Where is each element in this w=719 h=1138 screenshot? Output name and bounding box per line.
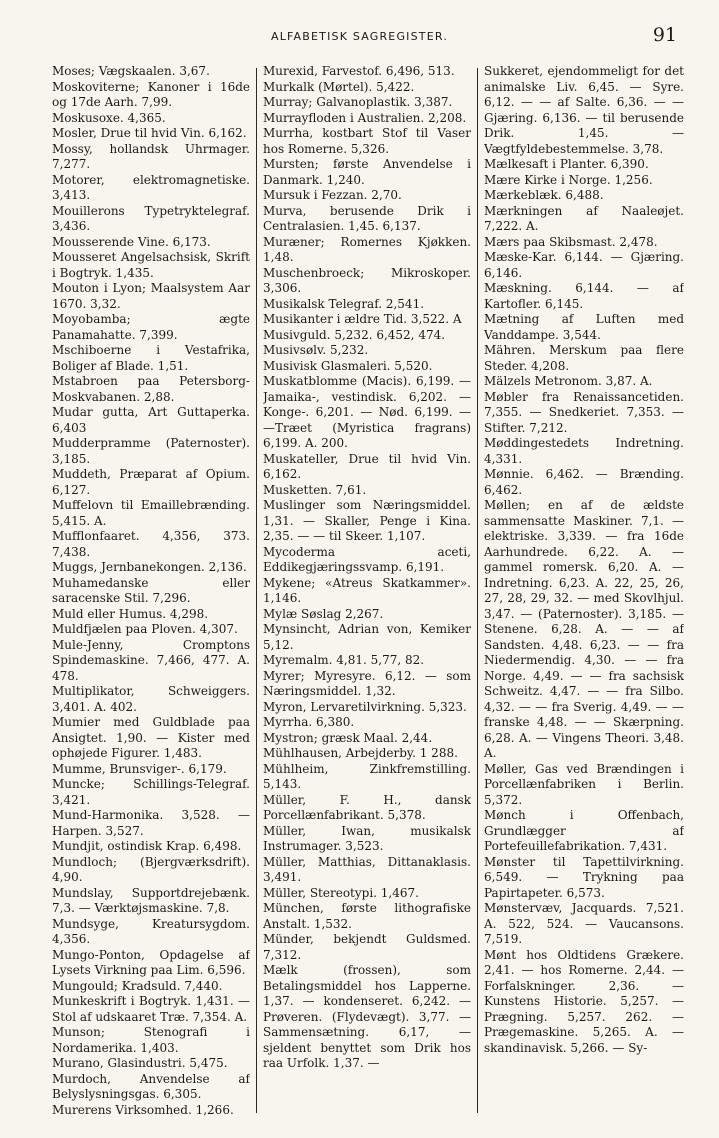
index-entry: Mälzels Metronom. 3,87. A. [484,374,653,388]
index-entry: Møller, Gas ved Brændingen i Porcellænfabriken i Berlin. 5,372. [484,761,684,807]
page-number: 91 [652,24,677,46]
index-entry: Mumme, Brunsviger-. 6,179. [52,761,227,776]
index-column-3 [484,64,684,1124]
index-entry: Muddeth, Præparat af Opium. 6,127. [52,467,250,497]
index-entry: Moskusoxe. 4,365. [52,110,166,125]
column-rule [256,68,257,1113]
index-entry: Mønt hos Oldtidens Grækere. 2,41. — hos Romerne. 2,44. — Forfalskninger. 2,36. — Kunstens Historie. 5,257. — Prægning. 5,257. 262. — Prægemaskine. 5,265. A. — skandinavisk. 5,266. — Sy- [484,947,684,1055]
index-entry: Murray; Galvanoplastik. 3,387. [263,95,453,109]
index-entry: Mystron; græsk Maal. 2,44. [263,730,433,745]
index-entry: Murva, berusende Drik i Centralasien. 1,45. 6,137. [263,203,471,233]
index-entry: Musketten. 7,61. [263,482,367,497]
index-entry: Mousserende Vine. 6,173. [52,234,211,249]
index-entry: Mstabroen paa Petersborg-Moskvabanen. 2,88. [52,374,250,404]
index-entry: Muslinger som Næringsmiddel. 1,31. — Skaller, Penge i Kina. 2,35. — — til Skeer. 1,107. [263,498,471,543]
index-entry: Mykene; «Atreus Skatkammer». 1,146. [263,575,471,605]
index-entry: Moses; Vægskaalen. 3,67. [52,64,210,78]
index-entry: Musivisk Glasmaleri. 5,520. [263,358,433,373]
index-column-2 [263,64,471,1124]
index-entry: Moyobamba; ægte Panamahatte. 7,399. [52,312,250,342]
index-entry: Muhamedanske eller saracenske Stil. 7,296. [52,575,250,605]
index-entry: Mosler, Drue til hvid Vin. 6,162. [52,126,247,140]
index-entry: Møbler fra Renaissancetiden. 7,355. — Snedkeriet. 7,353. — Stifter. 7,212. [484,389,684,435]
index-entry: Muskatblomme (Macis). 6,199. — Jamaika-, vestindisk. 6,202. — Konge-. 6,201. — Nød. 6,199. — —Træet (Myristica fragrans) 6,199. A. 200. [263,374,471,450]
index-entry: Mylæ Søslag 2,267. [263,606,384,621]
index-entry: Murano, Glasindustri. 5,475. [52,1056,228,1070]
index-entry: Musivsølv. 5,232. [263,343,369,357]
index-entry: Mønster til Tapettilvirkning. 6,549. — Trykning paa Papirtapeter. 6,573. [484,854,684,900]
index-entry: Mouillerons Typetryktelegraf. 3,436. [52,203,250,233]
index-entry: Sukkeret, ejendommeligt for det animalske Liv. 6,45. — Syre. 6,12. — — af Salte. 6,36. — — Gjæring. 6,136. — til berusende Drik. 1,45. — Vægtfyldebestemmelse. 3,78. [484,64,684,156]
index-entry: Murdoch, Anvendelse af Belyslysningsgas. 6,305. [52,1071,250,1101]
index-columns [52,64,684,1124]
index-entry: Mühlheim, Zinkfremstilling. 5,143. [263,761,471,791]
index-entry: Mursten; første Anvendelse i Danmark. 1,240. [263,157,471,187]
index-entry: Mule-Jenny, Cromptons Spindemaskine. 7,466, 477. A. 478. [52,637,250,683]
index-entry: Myron, Lervaretilvirkning. 5,323. [263,699,467,714]
index-entry: Muræner; Romernes Kjøkken. 1,48. [263,234,471,264]
index-entry: Myrer; Myresyre. 6,12. — som Næringsmiddel. 1,32. [263,668,471,698]
index-entry: Mossy, hollandsk Uhrmager. 7,277. [52,141,250,171]
index-entry: Mufflonfaaret. 4,356, 373. 7,438. [52,529,250,559]
index-entry: Murkalk (Mørtel). 5,422. [263,79,415,94]
index-entry: Møllen; en af de ældste sammensatte Maskiner. 7,1. — elektriske. 3,339. — fra 16de Aarhundrede. 6,22. A. — gammel romersk. 6,20. A. — Indretning. 6,23. A. 22, 25, 26, 27, 28, 29, 32. — med Skovlhjul. 3,47. — (Paternoster). 3,185. — Stenene. 6,28. A. — — af Sandsten. 4,48. 6,23. — — fra Niedermendig. 4,30. — — fra Norge. 4,49. — — fra sachsisk Schweitz. 4,47. — — fra Silbo. 4,32. — — fra Sverig. 4,49. — — franske 4,48. — — Skærpning. 6,28. A. — Vingens Theori. 3,48. A. [484,498,684,760]
index-entry: Mähren. Merskum paa flere Steder. 4,208. [484,343,684,373]
index-entry: Mærkeblæk. 6,488. [484,188,604,202]
index-entry: Musikanter i ældre Tid. 3,522. A [263,312,462,326]
index-entry: Mundslay, Supportdrejebænk. 7,3. — Værktøjsmaskine. 7,8. [52,885,250,915]
index-entry: Muldfjælen paa Ploven. 4,307. [52,622,238,636]
index-entry: Mudar gutta, Art Guttaperka. 6,403 [52,405,250,435]
page-header [0,22,719,52]
index-entry: Mundloch; (Bjergværksdrift). 4,90. [52,854,250,884]
index-entry: Mungould; Kradsuld. 7,440. [52,978,223,993]
index-column-1 [52,64,250,1124]
index-entry: Mursuk i Fezzan. 2,70. [263,188,402,202]
index-entry: Multiplikator, Schweiggers. 3,401. A. 402. [52,684,250,714]
index-entry: Murexid, Farvestof. 6,496, 513. [263,64,455,78]
index-entry: Mælkesaft i Planter. 6,390. [484,157,649,171]
column-rule [477,68,478,1113]
index-entry: Muggs, Jernbanekongen. 2,136. [52,560,247,574]
index-entry: Mousseret Angelsachsisk, Skrift i Bogtryk. 1,435. [52,250,250,280]
index-entry: Mouton i Lyon; Maalsystem Aar 1670. 3,32. [52,281,250,311]
index-entry: Mungo-Ponton, Opdagelse af Lysets Virkning paa Lim. 6,596. [52,947,250,977]
index-entry: Muncke; Schillings-Telegraf. 3,421. [52,777,250,807]
index-entry: Mschiboerne i Vestafrika, Boliger af Blade. 1,51. [52,343,250,373]
index-entry: Møddingestedets Indretning. 4,331. [484,436,684,466]
index-entry: Müller, Stereotypi. 1,467. [263,885,419,900]
index-entry: Mudderpramme (Paternoster). 3,185. [52,436,250,466]
index-entry: Mæske-Kar. 6,144. — Gjæring. 6,146. [484,250,684,280]
index-entry: Mønnie. 6,462. — Brænding. 6,462. [484,467,684,497]
index-entry: Muschenbroeck; Mikroskoper. 3,306. [263,265,471,295]
index-entry: Murrha, kostbart Stof til Vaser hos Romerne. 5,326. [263,126,471,156]
index-entry: Mundjit, ostindisk Krap. 6,498. [52,839,242,853]
running-title: ALFABETISK SAGREGISTER. [270,30,449,43]
index-entry: Munkeskrift i Bogtryk. 1,431. — Stol af udskaaret Træ. 7,354. A. [52,994,250,1024]
index-entry: Musikalsk Telegraf. 2,541. [263,296,425,311]
index-entry: Muld eller Humus. 4,298. [52,606,209,621]
index-entry: Müller, Iwan, musikalsk Instrumager. 3,523. [263,823,471,853]
index-entry: Mære Kirke i Norge. 1,256. [484,172,653,187]
index-entry: Moskoviterne; Kanoner i 16de og 17de Aarh. 7,99. [52,79,250,109]
index-entry: Mühlhausen, Arbejderby. 1 288. [263,746,458,760]
index-entry: Mønch i Offenbach, Grundlægger af Portefeuillefabrikation. 7,431. [484,808,684,853]
index-entry: Murrayfloden i Australien. 2,208. [263,110,467,125]
index-entry: Münder, bekjendt Guldsmed. 7,312. [263,932,471,962]
index-entry: München, første lithografiske Anstalt. 1,532. [263,901,471,931]
index-entry: Munson; Stenografi i Nordamerika. 1,403. [52,1025,250,1055]
index-entry: Mynsincht, Adrian von, Kemiker 5,12. [263,622,471,652]
index-entry: Müller, Matthias, Dittanaklasis. 3,491. [263,854,471,884]
index-entry: Mælk (frossen), som Betalingsmiddel hos Lapperne. 1,37. — kondenseret. 6,242. — Prøveren. (Flydevægt). 3,77. — Sammensætning. 6,17, — sjeldent benyttet som Drik hos raa Urfolk. 1,37. — [263,963,471,1070]
index-entry: Myremalm. 4,81. 5,77, 82. [263,653,425,667]
index-entry: Mærs paa Skibsmast. 2,478. [484,234,658,249]
index-entry: Mærkningen af Naaleøjet. 7,222. A. [484,203,684,233]
index-entry: Mund-Harmonika. 3,528. — Harpen. 3,527. [52,808,250,838]
index-entry: Muffelovn til Emaillebrænding. 5,415. A. [52,498,250,528]
index-entry: Mætning af Luften med Vanddampe. 3,544. [484,312,684,342]
index-entry: Mønstervæv, Jacquards. 7,521. A. 522, 524. — Vaucansons. 7,519. [484,901,684,946]
index-entry: Muskateller, Drue til hvid Vin. 6,162. [263,451,471,481]
index-entry: Musivguld. 5,232. 6,452, 474. [263,327,446,342]
index-entry: Mundsyge, Kreatursygdom. 4,356. [52,916,250,946]
index-entry: Motorer, elektromagnetiske. 3,413. [52,172,250,202]
index-entry: Murerens Virksomhed. 1,266. [52,1102,234,1117]
index-entry: Myrrha. 6,380. [263,715,355,729]
index-entry: Mycoderma aceti, Eddikegjæringssvamp. 6,191. [263,544,471,574]
index-entry: Mumier med Guldblade paa Ansigtet. 1,90. — Kister med ophøjede Figurer. 1,483. [52,715,250,760]
index-entry: Mæskning. 6,144. — af Kartofler. 6,145. [484,281,684,311]
index-entry: Müller, F. H., dansk Porcellænfabrikant. 5,378. [263,792,471,822]
